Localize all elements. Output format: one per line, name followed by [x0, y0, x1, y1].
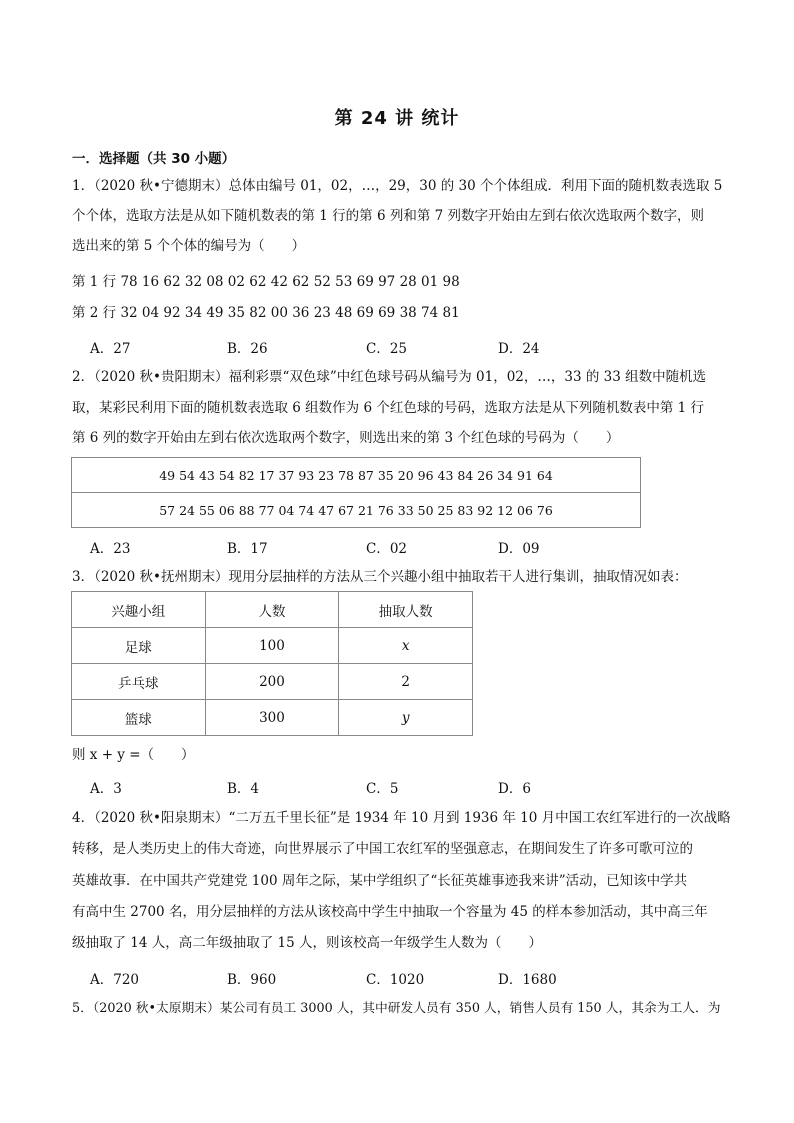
q3-cell: 100 — [205, 628, 339, 664]
q2-line-2: 取，某彩民利用下面的随机数表选取 6 组数作为 6 个红色球的号码，选取方法是从下列随机数表中第 1 行 — [72, 400, 705, 416]
q1-random-row-2: 第 2 行 32 04 92 34 49 35 82 00 36 23 48 69 69 38 74 81 — [72, 305, 460, 321]
q3-cell: 乒乓球 — [72, 664, 206, 700]
table-row — [72, 700, 473, 736]
q5-line-1: 5．（2020 秋•太原期末）某公司有员工 3000 人，其中研发人员有 350 人，销售人员有 150 人，其余为工人．为 — [72, 1001, 721, 1016]
q3-header-sampled: 抽取人数 — [339, 592, 473, 628]
table-header-row — [72, 592, 473, 628]
q2-line-3: 第 6 列的数字开始由左到右依次选取两个数字，则选出来的第 3 个红色球的号码为（ ） — [72, 430, 620, 446]
q4-line-1: 4．（2020 秋•阳泉期末）“二万五千里长征”是 1934 年 10 月到 1936 年 10 月中国工农红军进行的一次战略 — [72, 810, 731, 826]
q1-line-3: 选出来的第 5 个个体的编号为（ ） — [72, 238, 306, 254]
page-title: 第 24 讲 统计 — [334, 108, 460, 129]
q2-random-table — [71, 457, 641, 528]
q2-table-cell-2: 57 24 55 06 88 77 04 74 47 67 21 76 33 50 25 83 92 12 06 76 — [72, 493, 641, 528]
q3-option-c: C．5 — [366, 781, 399, 797]
q4-line-3: 英雄故事．在中国共产党建党 100 周年之际，某中学组织了“长征英雄事迹我来讲”活动，已知该中学共 — [72, 873, 688, 889]
q1-line-2: 个个体，选取方法是从如下随机数表的第 1 行的第 6 列和第 7 列数字开始由左到右依次选取两个数字，则 — [72, 208, 705, 224]
table-row — [72, 664, 473, 700]
q3-cell: 200 — [205, 664, 339, 700]
q2-option-a: A．23 — [90, 541, 131, 557]
q4-line-5: 级抽取了 14 人，高二年级抽取了 15 人，则该校高一年级学生人数为（ ） — [72, 935, 543, 951]
q2-table-cell-1: 49 54 43 54 82 17 37 93 23 78 87 35 20 96 43 84 26 34 91 64 — [72, 458, 641, 493]
q3-cell: 篮球 — [72, 700, 206, 736]
q3-cell: 300 — [205, 700, 339, 736]
q4-option-a: A．720 — [90, 972, 140, 988]
q3-ask: 则 x + y =（ ） — [72, 747, 195, 763]
q4-line-2: 转移，是人类历史上的伟大奇迹，向世界展示了中国工农红军的坚强意志，在期间发生了许多可歌可泣的 — [72, 841, 693, 857]
section-heading: 一．选择题（共 30 小题） — [72, 151, 236, 167]
q3-group-table — [71, 591, 473, 736]
q2-option-d: D．09 — [498, 541, 540, 557]
q1-option-d: D．24 — [498, 341, 540, 357]
q3-cell: x — [339, 628, 473, 664]
q2-option-b: B．17 — [227, 541, 268, 557]
table-row — [72, 493, 641, 528]
q4-line-4: 有高中生 2700 名，用分层抽样的方法从该校高中学生中抽取一个容量为 45 的样本参加活动，其中高三年 — [72, 904, 708, 920]
q4-option-c: C．1020 — [366, 972, 425, 988]
q3-cell: y — [339, 700, 473, 736]
q3-header-count: 人数 — [205, 592, 339, 628]
table-row — [72, 628, 473, 664]
table-row — [72, 458, 641, 493]
q4-option-d: D．1680 — [498, 972, 557, 988]
q4-option-b: B．960 — [227, 972, 277, 988]
q3-option-a: A．3 — [90, 781, 122, 797]
q3-cell: 足球 — [72, 628, 206, 664]
q1-option-a: A．27 — [90, 341, 131, 357]
q1-random-row-1: 第 1 行 78 16 62 32 08 02 62 42 62 52 53 69 97 28 01 98 — [72, 274, 460, 290]
q3-option-d: D．6 — [498, 781, 531, 797]
q2-line-1: 2．（2020 秋•贵阳期末）福利彩票“双色球”中红色球号码从编号为 01，02，…，33 的 33 组数中随机选 — [72, 369, 707, 385]
q1-option-b: B．26 — [227, 341, 268, 357]
q3-option-b: B．4 — [227, 781, 260, 797]
q3-line-1: 3．（2020 秋•抚州期末）现用分层抽样的方法从三个兴趣小组中抽取若干人进行集训，抽取情况如表： — [72, 569, 688, 585]
q3-cell: 2 — [339, 664, 473, 700]
q3-header-group: 兴趣小组 — [72, 592, 206, 628]
q1-line-1: 1．（2020 秋•宁德期末）总体由编号 01，02，…，29，30 的 30 个个体组成．利用下面的随机数表选取 5 — [72, 178, 723, 194]
q2-option-c: C．02 — [366, 541, 408, 557]
q1-option-c: C．25 — [366, 341, 408, 357]
